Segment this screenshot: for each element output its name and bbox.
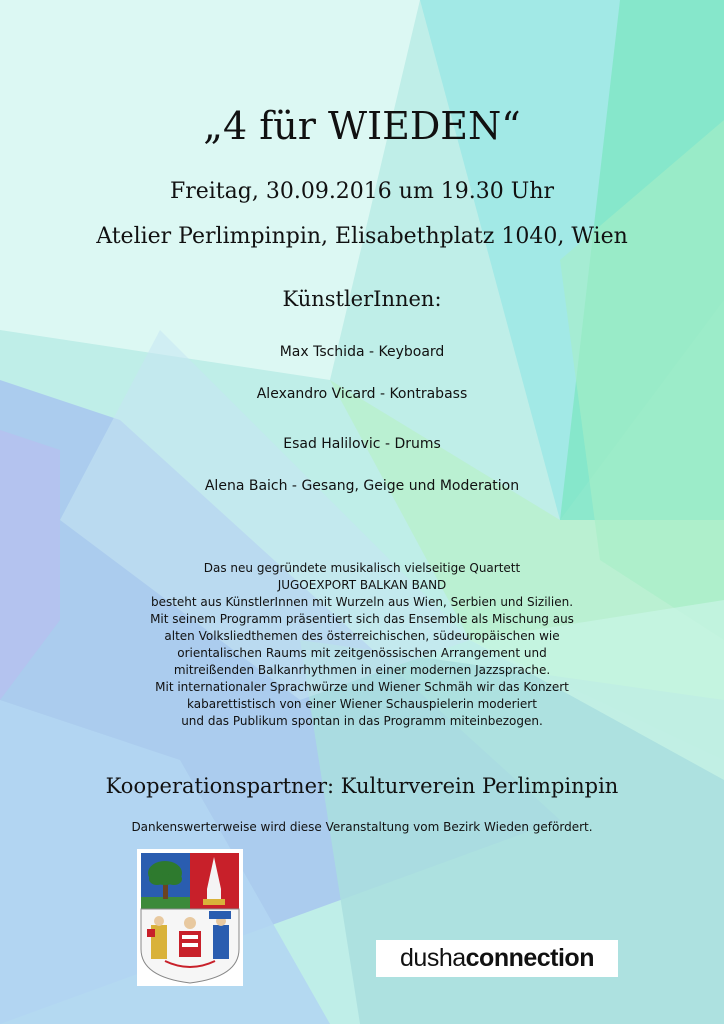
- band-description: [0, 560, 724, 730]
- artist-item: Max Tschida - Keyboard: [279, 344, 445, 360]
- description-line: mitreißenden Balkanrhythmen in einer modernen Jazzsprache.: [173, 663, 551, 677]
- event-date: Freitag, 30.09.2016 um 19.30 Uhr: [169, 179, 555, 204]
- dushaconnection-logo: [376, 940, 618, 977]
- description-line: Das neu gegründete musikalisch vielseitige Quartett: [203, 561, 521, 575]
- artists-heading: KünstlerInnen:: [282, 287, 442, 311]
- description-line: JUGOEXPORT BALKAN BAND: [277, 578, 447, 592]
- description-line: orientalischen Raums mit zeitgenössischen Arrangement und: [177, 646, 547, 660]
- artist-item: Esad Halilovic - Drums: [283, 436, 441, 452]
- event-venue: Atelier Perlimpinpin, Elisabethplatz 1040, Wien: [96, 224, 628, 249]
- event-title: „4 für WIEDEN“: [203, 104, 521, 148]
- description-line: alten Volksliedthemen des österreichischen, südeuropäischen wie: [164, 629, 560, 643]
- description-line: besteht aus KünstlerInnen mit Wurzeln aus Wien, Serbien und Sizilien.: [150, 595, 574, 609]
- description-line: kabarettistisch von einer Wiener Schauspielerin moderiert: [187, 697, 537, 711]
- description-line: Mit seinem Programm präsentiert sich das Ensemble als Mischung aus: [150, 612, 574, 626]
- artist-item: Alena Baich - Gesang, Geige und Moderation: [204, 478, 520, 494]
- funding-note: Dankenswerterweise wird diese Veranstaltung vom Bezirk Wieden gefördert.: [131, 820, 593, 834]
- logo-text-bold: connection: [465, 944, 594, 972]
- artist-item: Alexandro Vicard - Kontrabass: [256, 386, 468, 402]
- description-line: Mit internationaler Sprachwürze und Wiener Schmäh wir das Konzert: [155, 680, 569, 694]
- wieden-coat-of-arms-icon: [137, 849, 243, 986]
- logo-text-light: dusha: [400, 944, 466, 972]
- partner-line: Kooperationspartner: Kulturverein Perlimpinpin: [105, 774, 619, 798]
- description-line: und das Publikum spontan in das Programm miteinbezogen.: [181, 714, 543, 728]
